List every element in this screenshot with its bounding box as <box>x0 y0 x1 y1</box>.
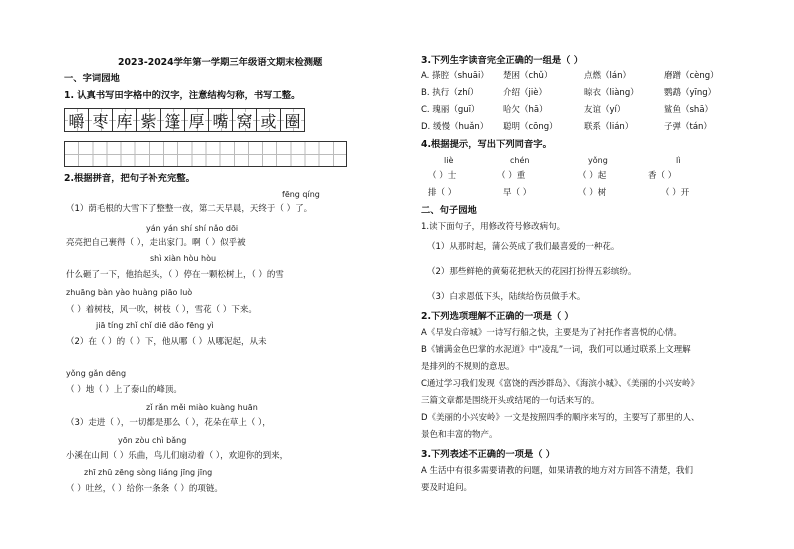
option-d-3: 联系（lián） <box>584 122 634 132</box>
character-box: 圈 <box>280 108 305 132</box>
option-d-1: D. 缓慢（huǎn） <box>421 122 489 132</box>
question-1: 1. 认真书写田字格中的汉字，注意结构匀称，书写工整。 <box>64 90 301 101</box>
option-c-3: 友谊（yí） <box>584 105 626 115</box>
sentence-line: （3）走进（ ），一切都是那么（ ），花朵在草上（ ）， <box>66 418 271 428</box>
character-box: 或 <box>256 108 281 132</box>
pinyin-line: yán yán shí shí nǎo dōi <box>146 224 239 233</box>
sentence-line: 小溪在山间（ ）乐曲，鸟儿们扇动着（ ），欢迎你的到来， <box>66 451 289 461</box>
option-d-4: 子弹（tán） <box>664 122 712 132</box>
option-a-3: 点燃（lán） <box>584 71 631 81</box>
homophone-blank: （ ）树 <box>578 188 607 198</box>
pinyin-hint: liè <box>444 156 454 165</box>
option-line: 三篇文章都是围绕开头或结尾的一句话来写的。 <box>421 396 600 406</box>
option-b-4: 鹦鹉（yīng） <box>664 88 717 98</box>
option-line: A《早发白帝城》一诗写行船之快，主要是为了衬托作者喜悦的心情。 <box>421 328 682 338</box>
writing-grid[interactable] <box>64 141 347 167</box>
sentence-item: （2）那些鲜艳的黄菊花把秋天的花园打扮得五彩缤纷。 <box>427 267 637 277</box>
option-c-1: C. 瑰丽（guī） <box>421 105 480 115</box>
character-box: 窝 <box>232 108 257 132</box>
option-line: B《铺满金色巴掌的水泥道》中“凌乱”一词，我们可以通过联系上文理解 <box>421 345 691 355</box>
pinyin-line: yǒng gǎn dēng <box>66 369 127 378</box>
pinyin-line: zǐ rǎn měi miào kuàng huān <box>146 403 258 412</box>
sentence-question-3: 3.下列表述不正确的一项是（ ） <box>421 449 556 460</box>
option-b-2: 介绍（jiè） <box>503 88 547 98</box>
section-heading-words: 一、字词园地 <box>64 73 120 84</box>
sentence-line: （ ）地（ ）上了泰山的峰顶。 <box>66 385 182 395</box>
character-box: 厚 <box>184 108 209 132</box>
sentence-line: （1）荫毛根的大雪下了整整一夜，第二天早晨，天终于（ ）了。 <box>66 204 313 214</box>
sentence-line: （ ）着树枝，风一吹，树枝（ ），雪花（ ）下来。 <box>66 305 257 315</box>
pinyin-line: zhuāng bàn yào huàng piāo luò <box>66 288 193 297</box>
pinyin-line: fēng qíng <box>282 190 320 199</box>
character-box: 枣 <box>88 108 113 132</box>
option-c-4: 鲨鱼（shā） <box>664 105 714 115</box>
option-a-4: 磨蹭（cèng） <box>664 71 719 81</box>
homophone-blank: （ ）起 <box>578 171 607 181</box>
option-line: D《美丽的小兴安岭》一文是按照四季的顺序来写的，主要写了那里的人、 <box>421 413 700 423</box>
homophone-blank: （ ）开 <box>661 188 690 198</box>
character-box: 嘴 <box>208 108 233 132</box>
exam-title: 2023-2024学年第一学期三年级语文期末检测题 <box>118 57 323 68</box>
option-line: 是排列的不规则的意思。 <box>421 362 515 372</box>
option-a-1: A. 搽腔（shuāi） <box>421 71 489 81</box>
option-b-1: B. 执行（zhí） <box>421 88 479 98</box>
character-box: 库 <box>112 108 137 132</box>
sentence-question-1: 1.读下面句子，用修改符号修改病句。 <box>421 222 566 232</box>
option-d-2: 聪明（cōng） <box>503 122 558 132</box>
option-a-2: 楚困（chǔ） <box>503 71 553 81</box>
pinyin-hint: chén <box>510 156 530 165</box>
question-3: 3.下列生字读音完全正确的一组是（ ） <box>421 55 583 66</box>
sentence-line: 什么砸了一下，他抬起头，（ ）停在一颗松树上，（ ）的雪 <box>66 270 284 280</box>
option-line: 景色和丰富的物产。 <box>421 430 498 440</box>
question-4: 4.根据提示，写出下列同音字。 <box>421 139 552 150</box>
homophone-blank: （ ）士 <box>428 171 457 181</box>
section-heading-sentences: 二、句子园地 <box>421 205 477 216</box>
pinyin-line: yōn zòu chì bǎng <box>118 436 187 445</box>
option-line: C通过学习我们发现《富饶的西沙群岛》、《海滨小城》、《美丽的小兴安岭》 <box>421 379 699 389</box>
pinyin-line: zhī zhū zēng sòng liáng jīng jīng <box>84 468 213 477</box>
option-c-2: 哈欠（hā） <box>503 105 548 115</box>
pinyin-line: shì xiàn hòu hòu <box>150 254 217 263</box>
homophone-blank: 香（ ） <box>648 171 677 181</box>
homophone-blank: 排（ ） <box>428 188 457 198</box>
homophone-blank: 早（ ） <box>503 188 532 198</box>
character-box: 嚼 <box>64 108 89 132</box>
homophone-blank: （ ）重 <box>497 171 526 181</box>
sentence-item: （1）从那时起，蒲公英成了我们最喜爱的一种花。 <box>427 242 620 252</box>
character-box: 篷 <box>160 108 185 132</box>
pinyin-line: jiā tíng zhǐ chǐ diē dǎo fēng yì <box>96 321 214 330</box>
option-line: A 生活中有很多需要请教的问题，如果请教的地方对方回答不清楚，我们 <box>421 466 694 476</box>
sentence-question-2: 2.下列选项理解不正确的一项是（ ） <box>421 311 574 322</box>
sentence-line: （2）在（ ）的（ ）下，他从哪（ ）从哪泥起，从未 <box>66 337 267 347</box>
sentence-line: （ ）吐丝，（ ）给你一条条（ ）的项链。 <box>66 484 223 494</box>
question-2: 2.根据拼音，把句子补充完整。 <box>64 173 195 184</box>
character-box-row <box>64 108 304 132</box>
character-box: 紫 <box>136 108 161 132</box>
sentence-line: 亮亮把自己裹得（ ），走出家门。啊（ ）似乎被 <box>66 238 246 248</box>
option-line: 要及时追问。 <box>421 483 473 493</box>
option-b-3: 晾衣（liàng） <box>584 88 639 98</box>
sentence-item: （3）白求恩低下头，陆续给伤员做手术。 <box>427 292 586 302</box>
pinyin-hint: lì <box>676 156 681 165</box>
pinyin-hint: yǒng <box>588 156 608 165</box>
